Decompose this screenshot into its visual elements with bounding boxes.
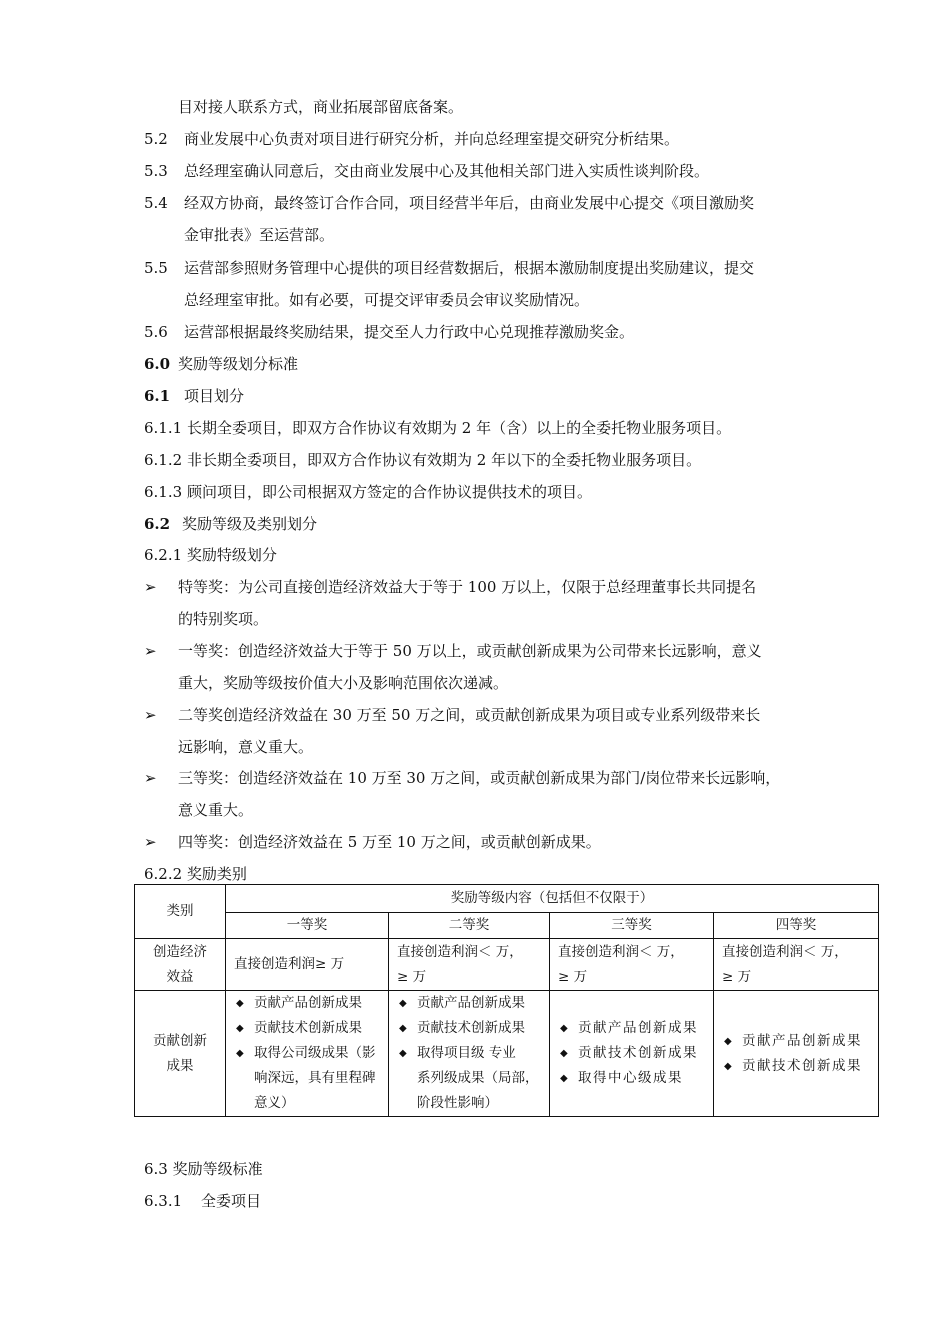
cell-line: 直接创造利润＜ 万， [397,943,523,960]
clause-text: 经双方协商，最终签订合作合同，项目经营半年后，由商业发展中心提交《项目激励奖 [184,194,755,212]
diamond-bullet-icon: ◆ [560,1023,570,1034]
table-header-level: 三等奖 [550,913,714,939]
bullet-text: 的特别奖项。 [178,610,269,628]
diamond-bullet-icon: ◆ [399,998,407,1009]
subsection-heading: 6.2.2 奖励类别 [144,865,247,883]
clause-number: 5.4 [144,194,168,212]
section-number: 6.0 [144,355,171,373]
diamond-bullet-icon: ◆ [724,1060,734,1072]
table-row-label [135,991,226,1117]
section-number: 6.1 [144,387,171,405]
clause-text: 长期全委项目，即双方合作协议有效期为 2 年（含）以上的全委托物业服务项目。 [187,419,732,437]
bullet-text: 三等奖：创造经济效益在 10 万至 30 万之间，或贡献创新成果为部门/岗位带来长远影响， [178,769,781,787]
diamond-bullet-icon: ◆ [724,1035,734,1047]
section-heading: 奖励等级划分标准 [178,355,299,373]
list-item [389,1041,549,1116]
clause-number: 5.2 [144,130,168,148]
list-item-text: 贡献技术创新成果 [578,1045,698,1061]
bullet-text: 远影响，意义重大。 [178,738,314,756]
table-cell [714,939,879,991]
clause-number: 6.1.1 [144,419,183,437]
bullet-text: 一等奖：创造经济效益大于等于 50 万以上，或贡献创新成果为公司带来长远影响，意义 [178,642,762,660]
list-item-text: 取得公司级成果（影 响深远，具有里程碑 意义） [254,1045,376,1111]
clause-text: 全委项目 [201,1192,262,1210]
section-number: 6.2 [144,515,171,533]
table-header-category: 类别 [135,885,226,939]
clause-text: 商业发展中心负责对项目进行研究分析，并向总经理室提交研究分析结果。 [184,130,680,148]
clause-number: 6.3.1 [144,1192,183,1210]
cell-line: 直接创造利润≥ 万 [234,956,345,972]
achievement-list [389,991,549,1116]
cell-line: 直接创造利润＜ 万， [722,943,848,960]
clause-number: 5.3 [144,162,168,180]
achievement-list [714,1029,878,1079]
arrow-bullet-icon: ➢ [144,833,157,851]
list-item [389,991,549,1016]
table-cell [550,991,714,1117]
section-heading: 项目划分 [184,387,245,405]
clause-number: 5.5 [144,259,168,277]
clause-text: 运营部根据最终奖励结果，提交至人力行政中心兑现推荐激励奖金。 [184,323,635,341]
row-label-line: 贡献创新 [153,1032,207,1049]
diamond-bullet-icon: ◆ [560,1073,570,1084]
bullet-text: 意义重大。 [178,801,254,819]
clause-text: 运营部参照财务管理中心提供的项目经营数据后，根据本激励制度提出奖励建议，提交 [184,259,755,277]
list-item [550,1041,713,1066]
row-label-line: 效益 [166,968,194,985]
list-item [226,991,388,1016]
list-item [226,1016,388,1041]
row-label-line: 成果 [166,1057,194,1074]
clause-number: 5.6 [144,323,168,341]
list-item-text: 贡献产品创新成果 [742,1032,862,1049]
subsection-heading: 6.2.1 奖励特级划分 [144,546,277,564]
clause-text: 总经理室确认同意后，交由商业发展中心及其他相关部门进入实质性谈判阶段。 [184,162,710,180]
section-heading: 奖励等级及类别划分 [182,515,318,533]
clause-text: 金审批表》至运营部。 [184,226,335,244]
table-cell [226,991,389,1117]
list-item [714,1029,878,1054]
arrow-bullet-icon: ➢ [144,642,157,660]
table-cell [389,991,550,1117]
bullet-text: 二等奖创造经济效益在 30 万至 50 万之间，或贡献创新成果为项目或专业系列级带来长 [178,706,761,724]
diamond-bullet-icon: ◆ [236,1023,244,1034]
diamond-bullet-icon: ◆ [399,1048,407,1059]
list-item [550,1066,713,1091]
clause-text: 非长期全委项目，即双方合作协议有效期为 2 年以下的全委托物业服务项目。 [187,451,702,469]
clause-number: 6.1.3 [144,483,183,501]
list-item-text: 贡献技术创新成果 [254,1020,362,1036]
table-row-label [135,939,226,991]
table-header-level: 一等奖 [226,913,389,939]
list-item-text: 贡献技术创新成果 [417,1020,525,1036]
diamond-bullet-icon: ◆ [236,1048,244,1059]
clause-number: 6.1.2 [144,451,183,469]
bullet-text: 重大，奖励等级按价值大小及影响范围依次递减。 [178,674,509,692]
arrow-bullet-icon: ➢ [144,706,157,724]
arrow-bullet-icon: ➢ [144,578,157,596]
diamond-bullet-icon: ◆ [560,1048,570,1059]
table-cell [714,991,879,1117]
diamond-bullet-icon: ◆ [399,1023,407,1034]
list-item [226,1041,388,1116]
table-header-level: 四等奖 [714,913,879,939]
cell-line: ≥ 万 [558,968,588,985]
list-item-text: 贡献技术创新成果 [742,1057,862,1074]
bullet-text: 四等奖：创造经济效益在 5 万至 10 万之间，或贡献创新成果。 [178,833,601,851]
cell-line: ≥ 万 [722,968,752,985]
subsection-heading: 6.3 奖励等级标准 [144,1160,263,1178]
list-item [550,1016,713,1041]
list-item-text: 取得项目级 专业 系列级成果（局部， 阶段性影响） [417,1045,539,1111]
paragraph-continuation: 目对接人联系方式，商业拓展部留底备案。 [178,98,464,116]
arrow-bullet-icon: ➢ [144,769,157,787]
table-header-level: 二等奖 [389,913,550,939]
clause-text: 总经理室审批。如有必要，可提交评审委员会审议奖励情况。 [184,291,590,309]
list-item-text: 取得中心级成果 [578,1070,683,1086]
cell-line: 直接创造利润＜ 万， [558,943,684,960]
achievement-list [550,1016,713,1091]
list-item-text: 贡献产品创新成果 [417,995,525,1011]
list-item [389,1016,549,1041]
diamond-bullet-icon: ◆ [236,998,244,1009]
list-item-text: 贡献产品创新成果 [254,995,362,1011]
row-label-line: 创造经济 [153,943,207,960]
list-item [714,1054,878,1079]
list-item-text: 贡献产品创新成果 [578,1020,698,1036]
table-cell [226,939,389,991]
bullet-text: 特等奖：为公司直接创造经济效益大于等于 100 万以上，仅限于总经理董事长共同提名 [178,578,757,596]
table-cell [389,939,550,991]
clause-text: 顾问项目，即公司根据双方签定的合作协议提供技术的项目。 [187,483,593,501]
table-cell [550,939,714,991]
award-category-table [134,884,879,1117]
table-header-group: 奖励等级内容（包括但不仅限于） [226,885,879,913]
cell-line: ≥ 万 [397,968,427,985]
achievement-list [226,991,388,1116]
